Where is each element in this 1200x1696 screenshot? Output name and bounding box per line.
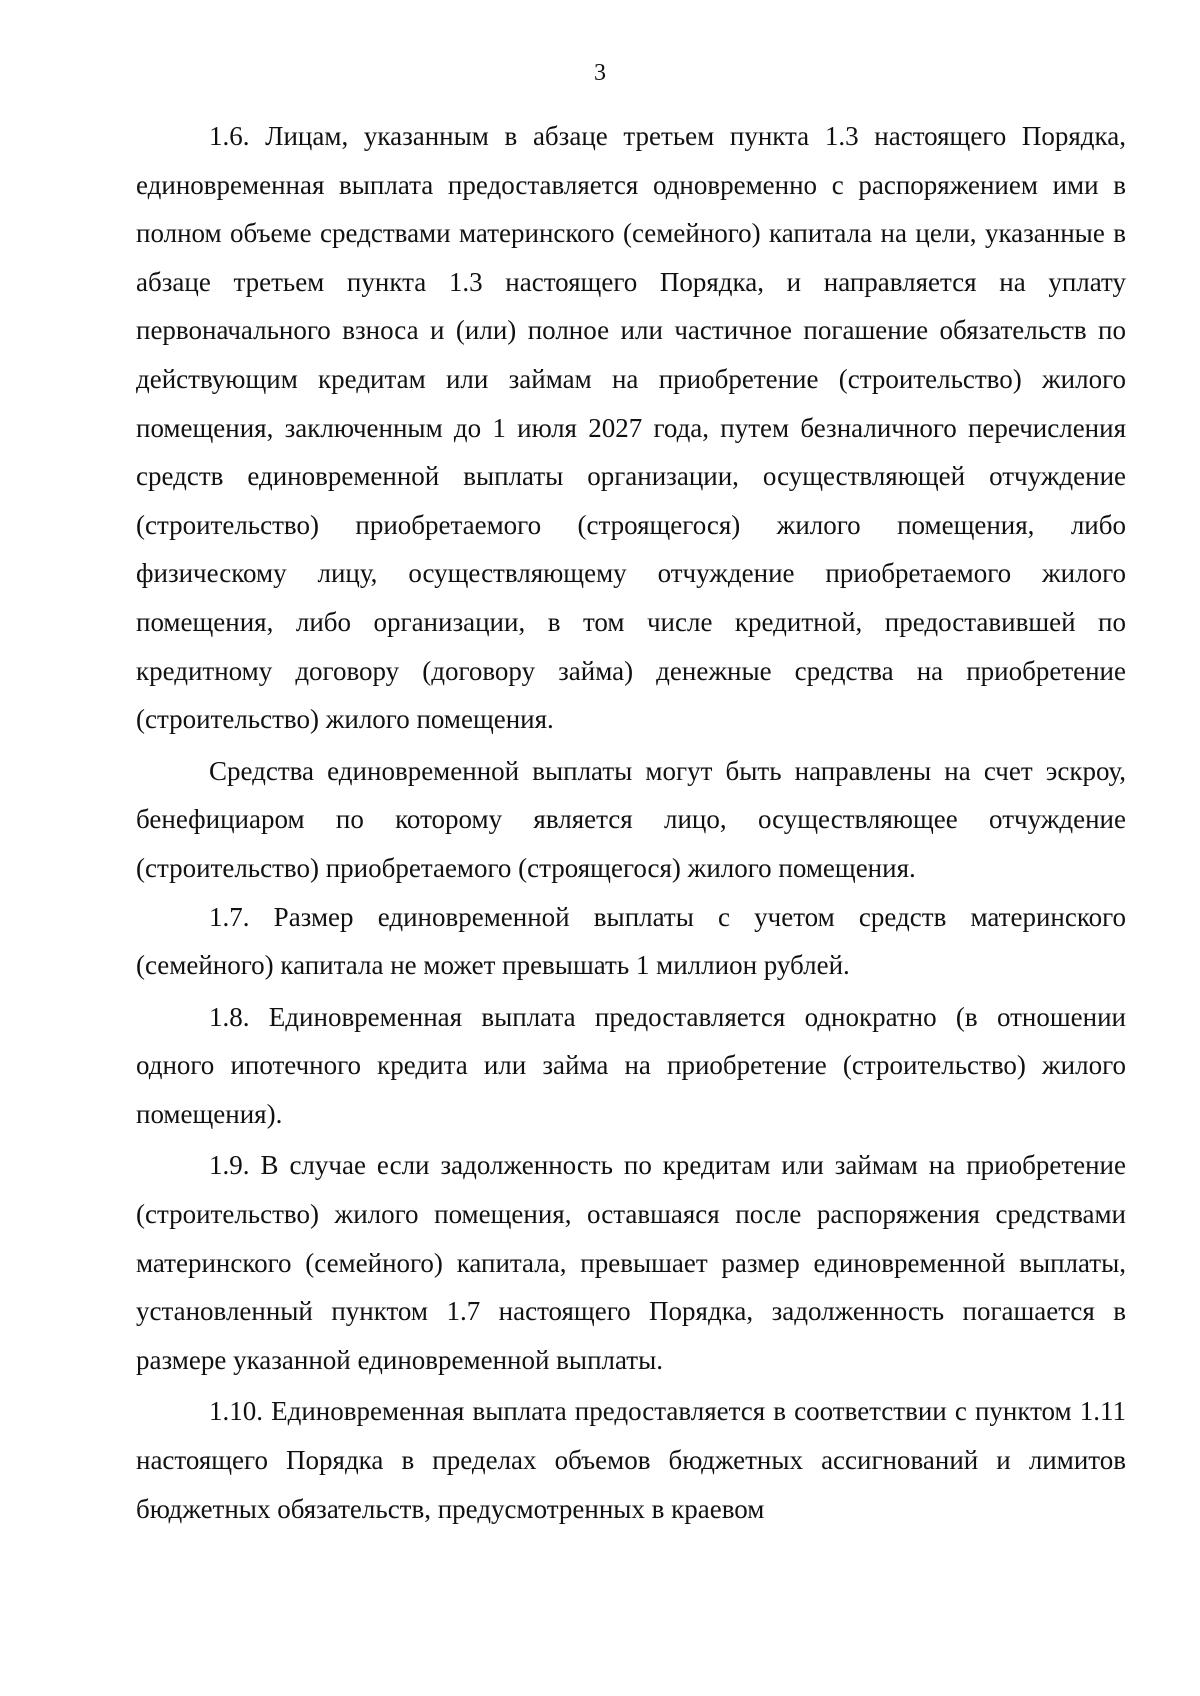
page-number: 3 <box>594 60 606 86</box>
paragraph-1-9: 1.9. В случае если задолженность по кредитам или займам на приобретение (строительство) жилого помещения, оставшаяся после распоряжения средствами материнского (семейного) капитала, превышает размер единовременной выплаты, установленный пунктом 1.7 настоящего Порядка, задолженность погашается в размере указанной единовременной выплаты. <box>136 1150 1126 1375</box>
paragraph-escrow: Средства единовременной выплаты могут быть направлены на счет эскроу, бенефициаром по которому является лицо, осуществляющее отчуждение (строительство) приобретаемого (строящегося) жилого помещения. <box>136 755 1126 883</box>
document-body <box>136 112 1126 1533</box>
paragraph-1-6: 1.6. Лицам, указанным в абзаце третьем пункта 1.3 настоящего Порядка, единовременная выплата предоставляется одновременно с распоряжением ими в полном объеме средствами материнского (семейного) капитала на цели, указанные в абзаце третьем пункта 1.3 настоящего Порядка, и направляется на уплату первоначального взноса и (или) полное или частичное погашение обязательств по действующим кредитам или займам на приобретение (строительство) жилого помещения, заключенным до 1 июля 2027 года, путем безналичного перечисления средств единовременной выплаты организации, осуществляющей отчуждение (строительство) приобретаемого (строящегося) жилого помещения, либо физическому лицу, осуществляющему отчуждение приобретаемого жилого помещения, либо организации, в том числе кредитной, предоставившей по кредитному договору (договору займа) денежные средства на приобретение (строительство) жилого помещения. <box>136 121 1126 735</box>
paragraph-1-7: 1.7. Размер единовременной выплаты с учетом средств материнского (семейного) капитала не может превышать 1 миллион рублей. <box>136 901 1126 981</box>
paragraph-1-10: 1.10. Единовременная выплата предоставляется в соответствии с пунктом 1.11 настоящего Порядка в пределах объемов бюджетных ассигнований и лимитов бюджетных обязательств, предусмотренных в краевом <box>136 1396 1126 1524</box>
paragraph-1-8: 1.8. Единовременная выплата предоставляется однократно (в отношении одного ипотечного кредита или займа на приобретение (строительство) жилого помещения). <box>136 1001 1126 1129</box>
